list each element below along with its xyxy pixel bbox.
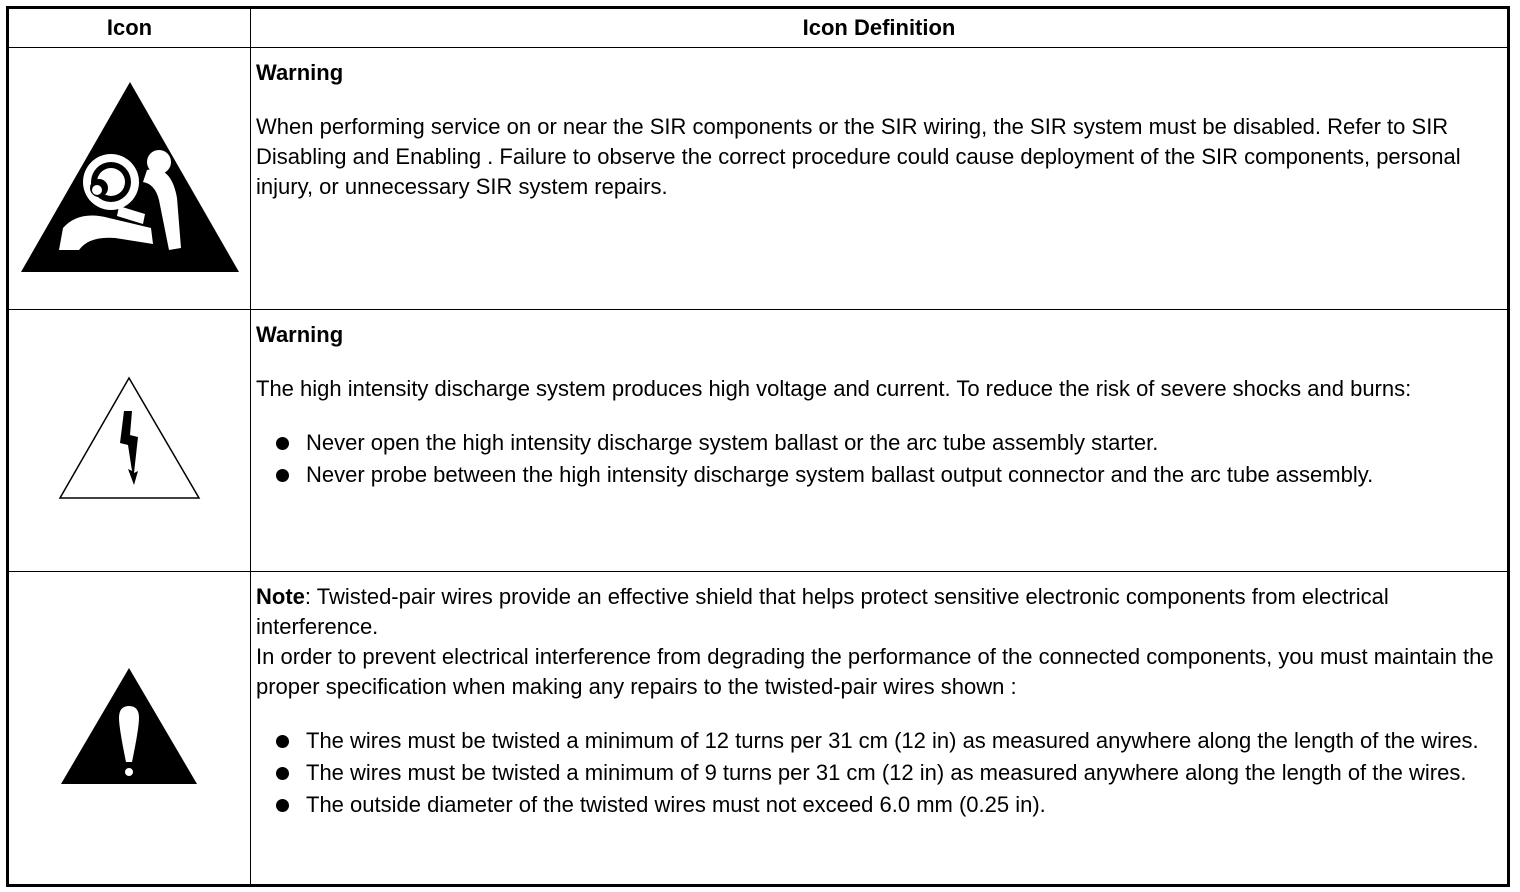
bullet-text: The outside diameter of the twisted wires must not exceed 6.0 mm (0.25 in). bbox=[306, 792, 1046, 817]
warning-title: Warning bbox=[256, 322, 344, 347]
warning-title: Warning bbox=[256, 60, 344, 85]
icon-column-header: Icon bbox=[8, 8, 251, 48]
list-item bbox=[256, 428, 1501, 458]
bullet-icon bbox=[276, 799, 289, 812]
warning-paragraph: When performing service on or near the SIR components or the SIR wiring, the SIR system must be disabled. Refer to SIR Disabling and Enabling . Failure to observe the correct procedure could cause deployment of the SIR components, personal injury, or unnecessary SIR system repairs. bbox=[256, 114, 1461, 199]
table-row bbox=[8, 48, 1509, 310]
note-text: : Twisted-pair wires provide an effective shield that helps protect sensitive electronic components from electrical interference. bbox=[256, 584, 1389, 639]
bullet-text: The wires must be twisted a minimum of 9 turns per 31 cm (12 in) as measured anywhere along the length of the wires. bbox=[306, 760, 1467, 785]
icon-definition-table bbox=[6, 6, 1510, 887]
table-row bbox=[8, 310, 1509, 572]
caution-exclamation-icon bbox=[61, 666, 199, 786]
note-label: Note bbox=[256, 584, 305, 609]
table-row bbox=[8, 572, 1509, 886]
table-header-row bbox=[8, 8, 1509, 48]
icon-cell bbox=[8, 48, 251, 310]
bullet-text: Never probe between the high intensity discharge system ballast output connector and the arc tube assembly. bbox=[306, 462, 1374, 487]
definition-cell bbox=[251, 48, 1509, 310]
note-paragraph bbox=[256, 582, 1501, 642]
bullet-icon bbox=[276, 735, 289, 748]
bullet-icon bbox=[276, 437, 289, 450]
warning-bullet-list bbox=[256, 428, 1501, 490]
sir-airbag-warning-icon bbox=[19, 78, 241, 274]
definition-cell bbox=[251, 310, 1509, 572]
bullet-icon bbox=[276, 767, 289, 780]
list-item bbox=[256, 726, 1501, 756]
warning-paragraph: The high intensity discharge system produces high voltage and current. To reduce the risk of severe shocks and burns: bbox=[256, 376, 1412, 401]
specification-paragraph: In order to prevent electrical interference from degrading the performance of the connected components, you must maintain the proper specification when making any repairs to the twisted-pair wires shown : bbox=[256, 644, 1494, 699]
icon-cell bbox=[8, 572, 251, 886]
list-item bbox=[256, 460, 1501, 490]
bullet-icon bbox=[276, 469, 289, 482]
specification-bullet-list bbox=[256, 726, 1501, 820]
definition-column-header: Icon Definition bbox=[251, 8, 1509, 48]
list-item bbox=[256, 790, 1501, 820]
high-voltage-warning-icon bbox=[58, 375, 202, 501]
bullet-text: The wires must be twisted a minimum of 12 turns per 31 cm (12 in) as measured anywhere along the length of the wires. bbox=[306, 728, 1479, 753]
list-item bbox=[256, 758, 1501, 788]
bullet-text: Never open the high intensity discharge system ballast or the arc tube assembly starter. bbox=[306, 430, 1159, 455]
definition-cell bbox=[251, 572, 1509, 886]
icon-cell bbox=[8, 310, 251, 572]
